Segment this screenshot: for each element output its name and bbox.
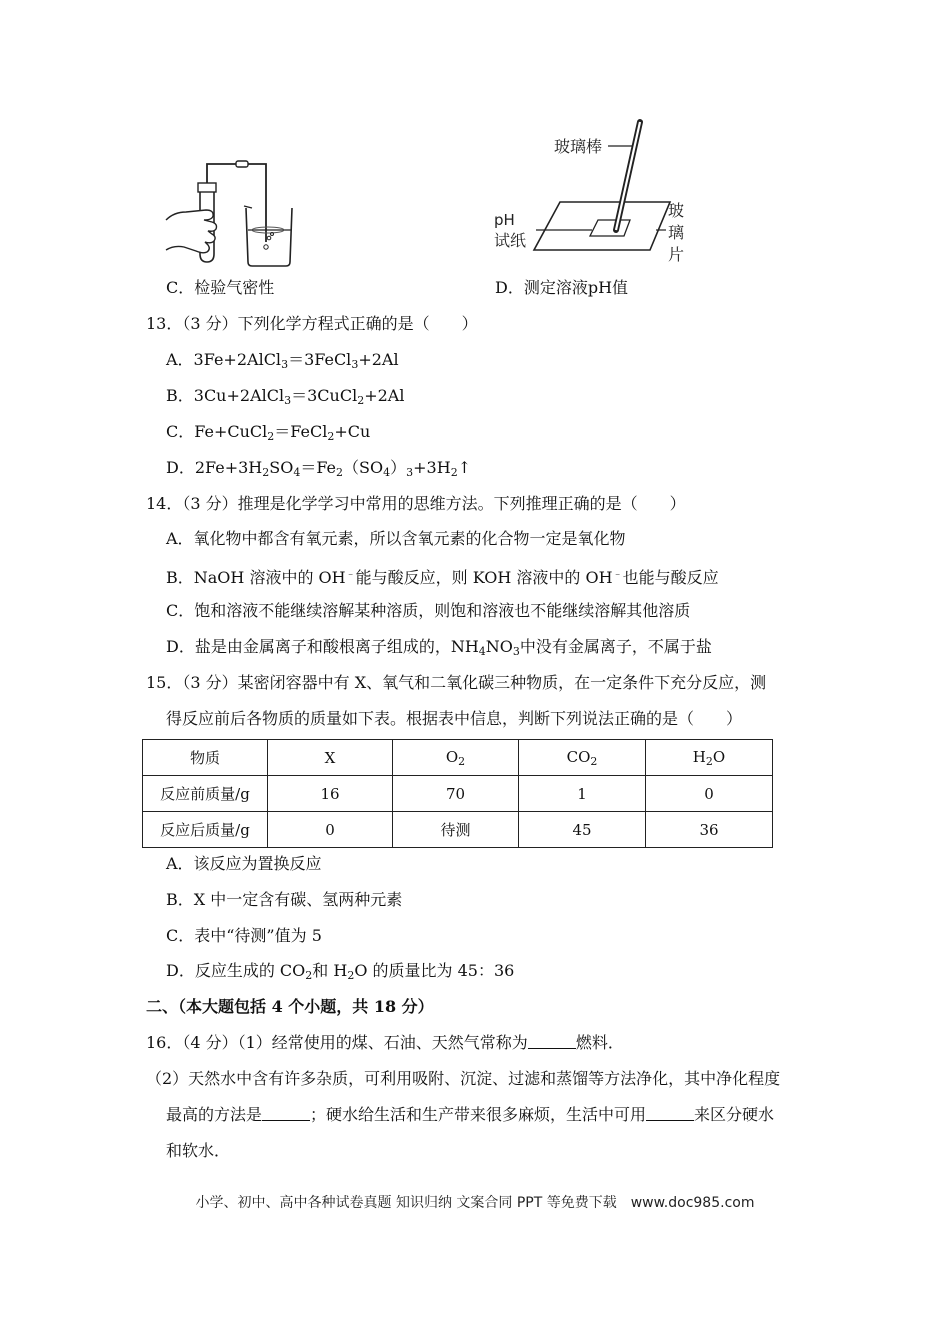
eq-sub: 3 <box>281 358 289 371</box>
q15-option-a: A．该反应为置换反应 <box>166 854 322 873</box>
table-cell: 36 <box>646 812 773 848</box>
eq-sub: 2 <box>267 430 275 443</box>
table-header-cell <box>646 740 773 776</box>
page-footer: 小学、初中、高中各种试卷真题 知识归纳 文案合同 PPT 等免费下载 www.doc985.com <box>195 1195 755 1211</box>
q16-line2: （2）天然水中含有许多杂质，可利用吸附、沉淀、过滤和蒸馏等方法净化，其中净化程度 <box>146 1069 781 1088</box>
eq-sub: 2 <box>327 430 335 443</box>
label-glass-rod: 玻璃棒 <box>554 137 603 156</box>
table-cell: 0 <box>268 812 393 848</box>
header-sub: 2 <box>705 754 713 768</box>
header-part: H <box>692 747 706 766</box>
table-cell: 反应前质量/g <box>143 776 268 812</box>
option-sup: ﹣ <box>612 569 623 580</box>
eq-sub: 2 <box>336 466 344 479</box>
caption-d-prefix: D．测定溶液 <box>495 278 588 297</box>
eq-part: +2Al <box>358 350 399 369</box>
eq-part: SO <box>269 458 294 477</box>
table-cell: 反应后质量/g <box>143 812 268 848</box>
figure-c-caption: C．检验气密性 <box>166 278 275 297</box>
q16-line3 <box>166 1105 774 1125</box>
q15-option-b: B．X 中一定含有碳、氢两种元素 <box>166 890 403 909</box>
eq-part: （SO <box>343 458 384 477</box>
option-sub: 2 <box>347 969 355 982</box>
q16-text: 来区分硬水 <box>694 1105 775 1124</box>
table-header-cell: 物质 <box>143 740 268 776</box>
eq-sub: 2 <box>262 466 270 479</box>
q14-option-b <box>166 565 719 588</box>
eq-part: +3H <box>413 458 451 477</box>
option-part: D．反应生成的 CO <box>166 961 306 980</box>
q13-stem: 13．（3 分）下列化学方程式正确的是（ ） <box>146 314 478 333</box>
figure-d-caption <box>495 278 628 298</box>
q15-stem-line1: 15．（3 分）某密闭容器中有 X、氧气和二氧化碳三种物质，在一定条件下充分反应，测 <box>146 673 767 692</box>
mass-table <box>142 739 773 848</box>
q16-line1 <box>146 1033 624 1053</box>
label-glass-slide-1: 玻 <box>668 201 685 220</box>
q14-option-c: C．饱和溶液不能继续溶解某种溶质，则饱和溶液也不能继续溶解其他溶质 <box>166 601 691 620</box>
eq-part: ＝FeCl <box>274 422 328 441</box>
q13-option-d <box>166 458 471 483</box>
table-cell: 70 <box>393 776 519 812</box>
option-part: 能与酸反应，则 KOH 溶液中的 OH <box>355 568 613 587</box>
eq-part: ＝Fe <box>300 458 337 477</box>
header-sub: 2 <box>590 754 598 768</box>
q15-option-d <box>166 961 514 986</box>
eq-part: C．Fe+CuCl <box>166 422 268 441</box>
option-part: D．盐是由金属离子和酸根离子组成的，NH <box>166 637 479 656</box>
q16-line4: 和软水． <box>166 1141 231 1160</box>
eq-part: ＝3FeCl <box>288 350 352 369</box>
eq-sub: 3 <box>406 466 414 479</box>
table-header-cell: X <box>268 740 393 776</box>
table-cell: 16 <box>268 776 393 812</box>
table-row <box>143 740 773 776</box>
answer-blank[interactable] <box>646 1106 694 1121</box>
q16-text: 燃料． <box>575 1033 624 1052</box>
table-cell: 待测 <box>393 812 519 848</box>
option-part: 和 H <box>312 961 348 980</box>
label-glass-slide-3: 片 <box>668 245 685 264</box>
option-sub: 2 <box>305 969 313 982</box>
q14-option-d <box>166 637 712 662</box>
label-ph: pH <box>494 211 515 229</box>
eq-part: B．3Cu+2AlCl <box>166 386 285 405</box>
ph-measurement-figure <box>490 112 690 270</box>
caption-d-ph: pH <box>587 278 613 297</box>
answer-blank[interactable] <box>528 1034 576 1049</box>
label-glass-slide-2: 璃 <box>668 223 685 242</box>
option-part: B．NaOH 溶液中的 OH <box>166 568 346 587</box>
q14-option-a: A．氧化物中都含有氧元素，所以含氧元素的化合物一定是氧化物 <box>166 529 626 548</box>
eq-part: ↑ <box>457 458 472 477</box>
section-two-heading: 二、（本大题包括 4 个小题，共 18 分） <box>146 997 434 1016</box>
header-part: O <box>445 747 459 766</box>
table-cell: 0 <box>646 776 773 812</box>
eq-sub: 4 <box>383 466 391 479</box>
option-part: NO <box>485 637 513 656</box>
q13-option-c <box>166 422 370 447</box>
table-row <box>143 812 773 848</box>
table-header-cell <box>393 740 519 776</box>
q13-option-b <box>166 386 404 411</box>
eq-part: +2Al <box>364 386 405 405</box>
eq-part: +Cu <box>334 422 371 441</box>
airtightness-apparatus-figure <box>160 150 300 268</box>
table-row <box>143 776 773 812</box>
caption-d-suffix: 值 <box>612 278 629 297</box>
eq-sub: 3 <box>351 358 359 371</box>
label-test-paper: 试纸 <box>494 231 527 250</box>
option-sub: 3 <box>512 645 520 658</box>
option-part: O 的质量比为 45：36 <box>354 961 515 980</box>
table-header-cell <box>519 740 646 776</box>
q15-option-c: C．表中“待测”值为 5 <box>166 926 322 945</box>
option-part: 中没有金属离子，不属于盐 <box>519 637 712 656</box>
eq-sub: 3 <box>284 394 292 407</box>
eq-part: A．3Fe+2AlCl <box>166 350 282 369</box>
option-sub: 4 <box>478 645 486 658</box>
eq-sub: 2 <box>450 466 458 479</box>
eq-sub: 4 <box>293 466 301 479</box>
eq-part: ＝3CuCl <box>291 386 358 405</box>
option-sup: ﹣ <box>345 569 356 580</box>
header-sub: 2 <box>458 754 466 768</box>
q16-text: 16．（4 分）（1）经常使用的煤、石油、天然气常称为 <box>146 1033 528 1052</box>
answer-blank[interactable] <box>262 1106 310 1121</box>
q15-stem-line2: 得反应前后各物质的质量如下表。根据表中信息，判断下列说法正确的是（ ） <box>166 709 743 728</box>
q16-text: 最高的方法是 <box>166 1105 263 1124</box>
table-cell: 1 <box>519 776 646 812</box>
eq-sub: 2 <box>357 394 365 407</box>
header-part: O <box>712 747 726 766</box>
option-part: 也能与酸反应 <box>622 568 719 587</box>
table-cell: 45 <box>519 812 646 848</box>
q14-stem: 14．（3 分）推理是化学学习中常用的思维方法。下列推理正确的是（ ） <box>146 494 686 513</box>
q13-option-a <box>166 350 399 375</box>
q16-text: ；硬水给生活和生产带来很多麻烦，生活中可用 <box>310 1105 647 1124</box>
header-part: CO <box>566 747 591 766</box>
eq-part: ） <box>390 458 407 477</box>
eq-part: D．2Fe+3H <box>166 458 263 477</box>
